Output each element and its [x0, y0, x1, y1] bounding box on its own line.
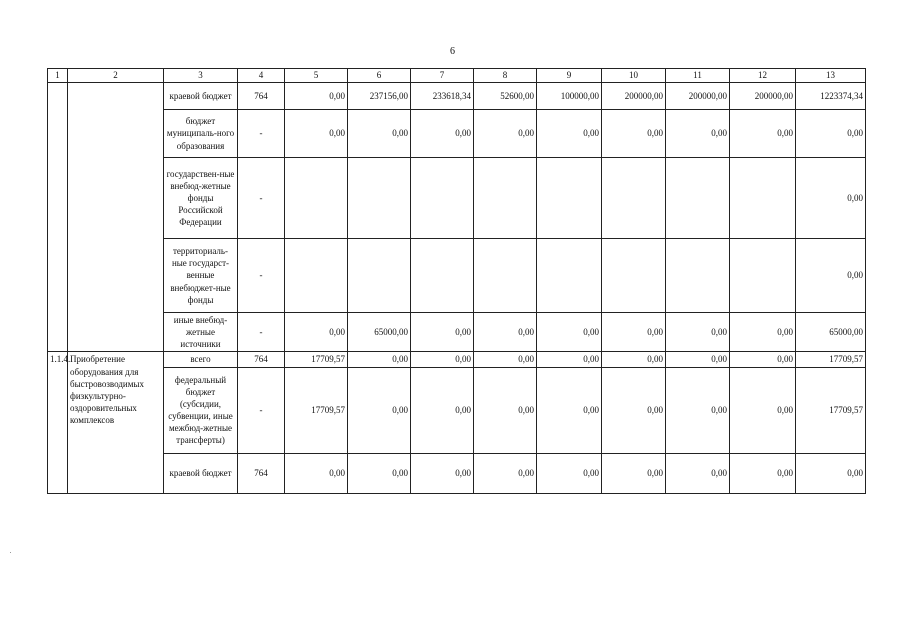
- table-row: [48, 352, 866, 367]
- header-cell: 6: [348, 69, 411, 83]
- amount-cell: 0,00: [602, 313, 666, 352]
- amount-cell: 0,00: [602, 367, 666, 453]
- funding-source-cell: федеральный бюджет (субсидии, субвенции, иные межбюд-жетные трансферты): [164, 367, 238, 453]
- header-cell: 1: [48, 69, 68, 83]
- table-row: [48, 158, 866, 239]
- header-cell: 5: [285, 69, 348, 83]
- indicator-code-cell: 764: [238, 453, 285, 493]
- page-number: 6: [450, 46, 455, 57]
- amount-cell: 0,00: [666, 352, 730, 367]
- funding-source-cell: государствен-ные внебюд-жетные фонды Российской Федерации: [164, 158, 238, 239]
- indicator-code-cell: -: [238, 313, 285, 352]
- amount-cell: [285, 239, 348, 313]
- amount-cell: 0,00: [537, 367, 602, 453]
- amount-cell: [730, 239, 796, 313]
- amount-cell: [602, 239, 666, 313]
- amount-cell: [537, 158, 602, 239]
- amount-cell: [474, 239, 537, 313]
- amount-cell: 0,00: [730, 367, 796, 453]
- amount-cell: 17709,57: [796, 367, 866, 453]
- funding-source-cell: территориаль-ные государст-венные внебюджет-ные фонды: [164, 239, 238, 313]
- amount-cell: 0,00: [666, 110, 730, 158]
- amount-cell: 0,00: [411, 313, 474, 352]
- amount-cell: 0,00: [602, 352, 666, 367]
- funding-source-cell: иные внебюд-жетные источники: [164, 313, 238, 352]
- header-cell: 12: [730, 69, 796, 83]
- amount-cell: 0,00: [730, 352, 796, 367]
- amount-cell: 0,00: [411, 110, 474, 158]
- amount-cell: 0,00: [348, 110, 411, 158]
- amount-cell: 100000,00: [537, 83, 602, 110]
- indicator-code-cell: -: [238, 110, 285, 158]
- amount-cell: 0,00: [666, 453, 730, 493]
- header-cell: 7: [411, 69, 474, 83]
- item-name-cell: Приобретение оборудования для быстровозводимых физкультурно-оздоровительных комплексов: [68, 352, 164, 493]
- table-row: [48, 367, 866, 453]
- amount-cell: 0,00: [285, 453, 348, 493]
- amount-cell: 0,00: [537, 453, 602, 493]
- amount-cell: [348, 239, 411, 313]
- amount-cell: 0,00: [537, 313, 602, 352]
- amount-cell: [666, 239, 730, 313]
- amount-cell: 17709,57: [796, 352, 866, 367]
- amount-cell: 233618,34: [411, 83, 474, 110]
- amount-cell: 52600,00: [474, 83, 537, 110]
- header-cell: 2: [68, 69, 164, 83]
- amount-cell: 0,00: [796, 110, 866, 158]
- table-row: [48, 453, 866, 493]
- header-cell: 13: [796, 69, 866, 83]
- indicator-code-cell: 764: [238, 352, 285, 367]
- header-cell: 10: [602, 69, 666, 83]
- table-row: [48, 83, 866, 110]
- amount-cell: 0,00: [537, 110, 602, 158]
- funding-source-cell: краевой бюджет: [164, 83, 238, 110]
- header-cell: 4: [238, 69, 285, 83]
- funding-source-cell: всего: [164, 352, 238, 367]
- header-cell: 11: [666, 69, 730, 83]
- amount-cell: 65000,00: [796, 313, 866, 352]
- funding-source-cell: бюджет муниципаль-ного образования: [164, 110, 238, 158]
- table-row: [48, 313, 866, 352]
- amount-cell: 0,00: [602, 110, 666, 158]
- item-number-cell: 1.1.4.: [48, 352, 68, 493]
- amount-cell: 0,00: [474, 367, 537, 453]
- amount-cell: 0,00: [285, 313, 348, 352]
- amount-cell: 0,00: [666, 367, 730, 453]
- amount-cell: [285, 158, 348, 239]
- amount-cell: 0,00: [730, 453, 796, 493]
- amount-cell: 17709,57: [285, 352, 348, 367]
- amount-cell: 0,00: [796, 158, 866, 239]
- indicator-code-cell: -: [238, 158, 285, 239]
- item-number-cell: [48, 83, 68, 352]
- amount-cell: 0,00: [602, 453, 666, 493]
- amount-cell: [602, 158, 666, 239]
- amount-cell: 200000,00: [730, 83, 796, 110]
- amount-cell: 0,00: [796, 239, 866, 313]
- amount-cell: 200000,00: [666, 83, 730, 110]
- amount-cell: [537, 239, 602, 313]
- amount-cell: 0,00: [411, 367, 474, 453]
- header-cell: 8: [474, 69, 537, 83]
- amount-cell: [730, 158, 796, 239]
- amount-cell: 0,00: [285, 110, 348, 158]
- amount-cell: 0,00: [411, 453, 474, 493]
- funding-source-cell: краевой бюджет: [164, 453, 238, 493]
- amount-cell: 0,00: [348, 453, 411, 493]
- amount-cell: 0,00: [796, 453, 866, 493]
- amount-cell: 0,00: [474, 453, 537, 493]
- amount-cell: 17709,57: [285, 367, 348, 453]
- amount-cell: 0,00: [348, 367, 411, 453]
- amount-cell: 0,00: [285, 83, 348, 110]
- amount-cell: 0,00: [474, 313, 537, 352]
- amount-cell: 0,00: [474, 352, 537, 367]
- amount-cell: 0,00: [730, 110, 796, 158]
- amount-cell: [666, 158, 730, 239]
- amount-cell: 200000,00: [602, 83, 666, 110]
- amount-cell: 0,00: [537, 352, 602, 367]
- amount-cell: 0,00: [474, 110, 537, 158]
- amount-cell: 1223374,34: [796, 83, 866, 110]
- amount-cell: 237156,00: [348, 83, 411, 110]
- indicator-code-cell: 764: [238, 83, 285, 110]
- indicator-code-cell: -: [238, 239, 285, 313]
- amount-cell: [411, 158, 474, 239]
- budget-table: [47, 68, 866, 494]
- table-header-row: [48, 69, 866, 83]
- amount-cell: 0,00: [348, 352, 411, 367]
- amount-cell: [474, 158, 537, 239]
- table-row: [48, 110, 866, 158]
- amount-cell: [411, 239, 474, 313]
- header-cell: 3: [164, 69, 238, 83]
- indicator-code-cell: -: [238, 367, 285, 453]
- table-row: [48, 239, 866, 313]
- amount-cell: [348, 158, 411, 239]
- amount-cell: 0,00: [411, 352, 474, 367]
- amount-cell: 0,00: [666, 313, 730, 352]
- amount-cell: 65000,00: [348, 313, 411, 352]
- item-name-cell: [68, 83, 164, 352]
- header-cell: 9: [537, 69, 602, 83]
- scan-speck: [10, 552, 11, 553]
- amount-cell: 0,00: [730, 313, 796, 352]
